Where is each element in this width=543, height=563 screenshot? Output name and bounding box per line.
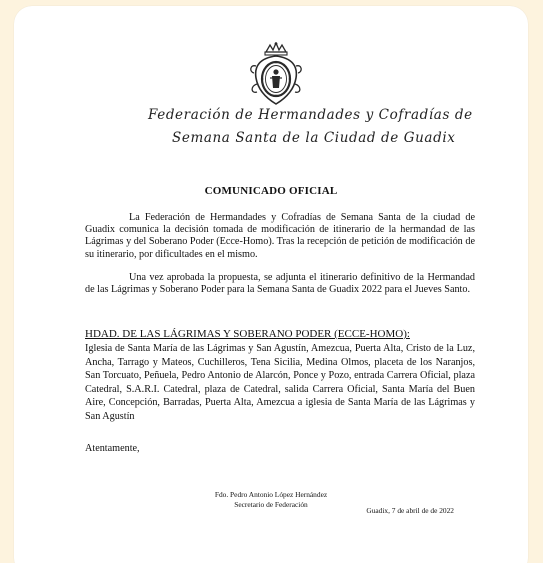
document-page xyxy=(14,6,528,563)
federation-seal-icon xyxy=(246,42,306,106)
federation-name-line-2: Semana Santa de la Ciudad de Guadix xyxy=(172,130,456,146)
signatory-role: Secretario de Federación xyxy=(234,499,308,509)
brotherhood-heading: HDAD. DE LAS LÁGRIMAS Y SOBERANO PODER (ECCE-HOMO): xyxy=(85,328,410,340)
document-date: Guadix, 7 de abril de de 2022 xyxy=(366,506,454,515)
body-paragraph-1: La Federación de Hermandades y Cofradías de Semana Santa de la ciudad de Guadix comunica la decisión tomada de modificación de itinerario de la hermandad de las Lágrimas y del Soberano Poder (Ecce-Homo). Tras la recepción de petición de modificación de su itinerario, por dificultades en el mismo. xyxy=(85,212,475,260)
body-paragraph-2: Una vez aprobada la propuesta, se adjunta el itinerario definitivo de la Hermandad de las Lágrimas y Soberano Poder para la Semana Santa de Guadix 2022 para el Jueves Santo. xyxy=(85,272,475,296)
signatory-name: Fdo. Pedro Antonio López Hernández xyxy=(214,490,328,499)
document-title: COMUNICADO OFICIAL xyxy=(204,185,338,197)
itinerary-route: Iglesia de Santa María de las Lágrimas y San Agustín, Amezcua, Puerta Alta, Cristo de la Luz, Ancha, Tarrago y Mateos, Cuchilleros, Tena Sicilia, Medina Olmos, placeta de los Naranjos, San Torcuato, Peñuela, Pedro Antonio de Alarcón, Ponce y Pozo, entrada Carrera Oficial, plaza Catedral, S.A.R.I. Catedral, plaza de Catedral, salida Carrera Oficial, Santa María del Buen Aire, Concepción, Barradas, Puerta Alta, Amezcua a iglesia de Santa María de las Lágrimas y San Agustín xyxy=(85,343,475,422)
federation-name-line-1: Federación de Hermandades y Cofradías de xyxy=(148,107,473,123)
closing-salutation: Atentamente, xyxy=(85,443,140,454)
